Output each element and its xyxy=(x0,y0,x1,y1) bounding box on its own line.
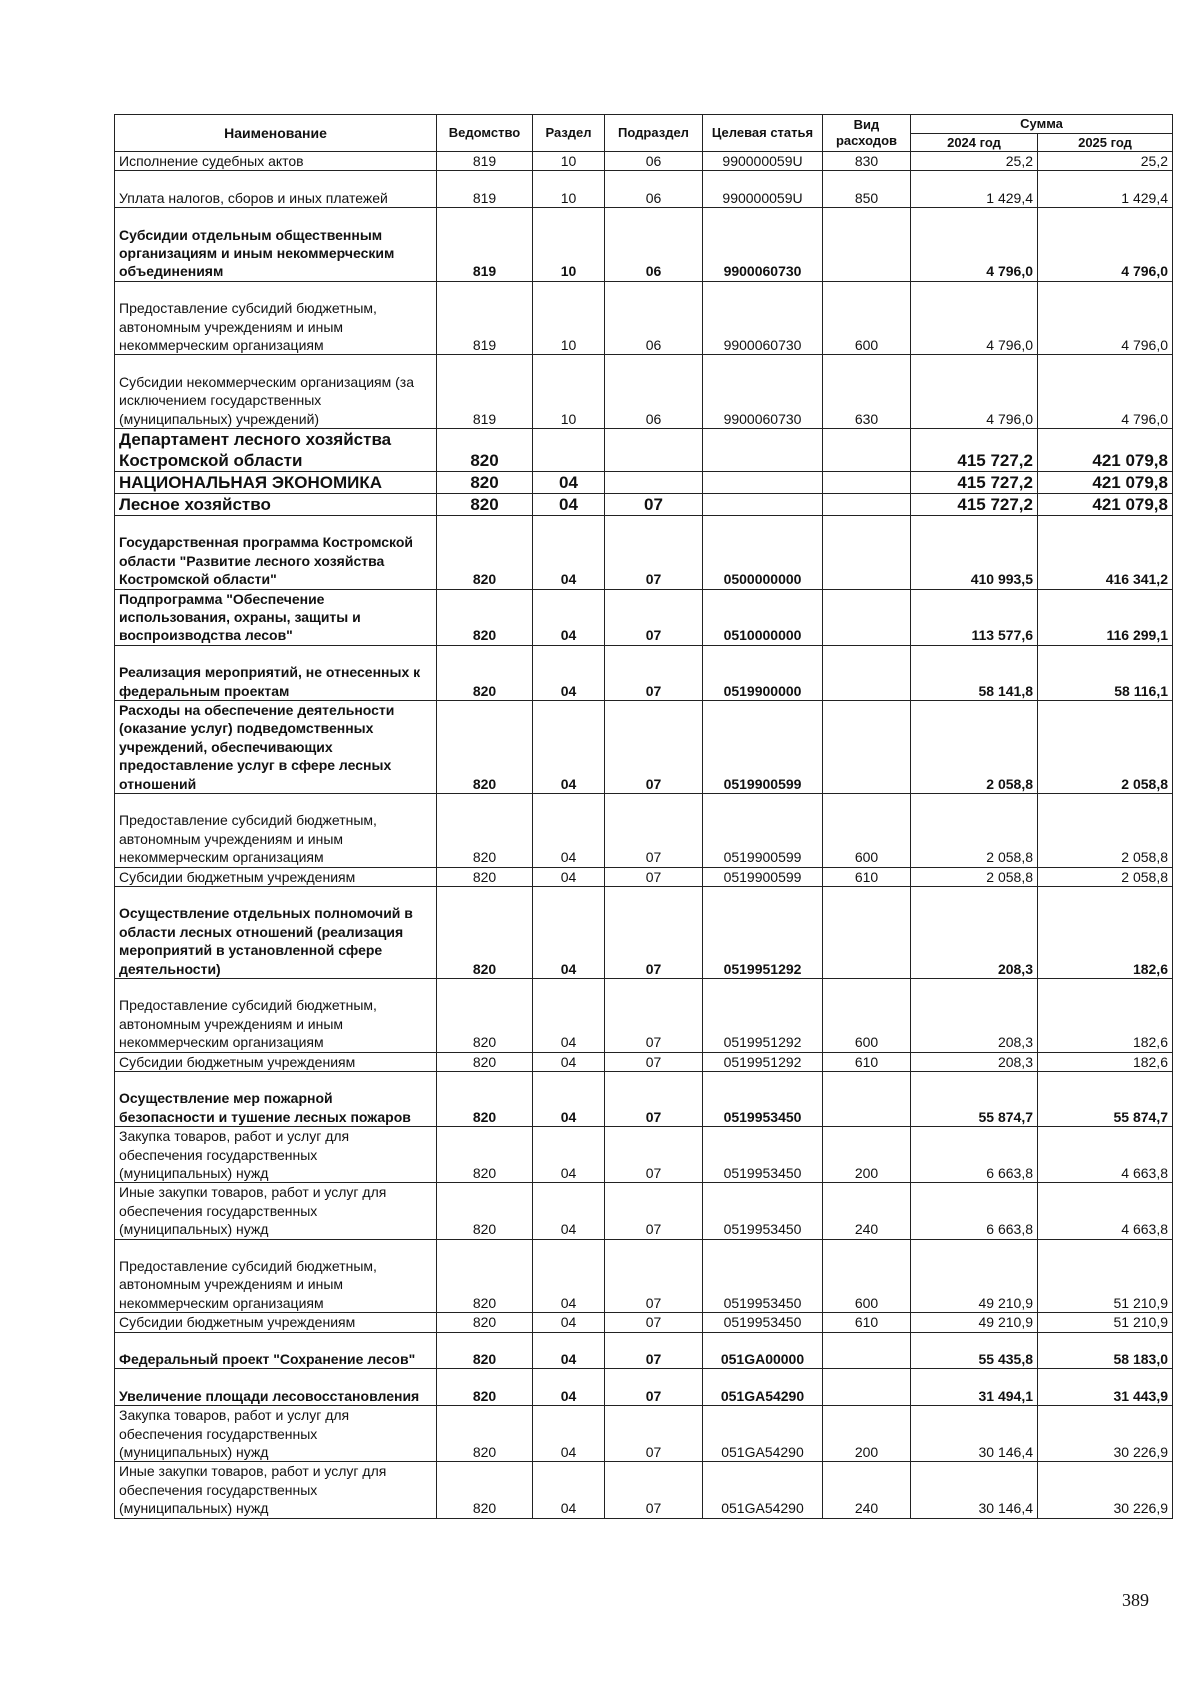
cell-name: Уплата налогов, сборов и иных платежей xyxy=(115,171,437,208)
header-name: Наименование xyxy=(115,115,437,152)
cell-section: 10 xyxy=(533,171,605,208)
header-subsection: Подраздел xyxy=(605,115,703,152)
cell-kind: 830 xyxy=(823,152,911,171)
cell-kind xyxy=(823,1332,911,1369)
cell-kind: 850 xyxy=(823,171,911,208)
cell-sum-2025: 421 079,8 xyxy=(1038,493,1173,515)
cell-name: Субсидии бюджетным учреждениям xyxy=(115,1052,437,1071)
cell-name: Реализация мероприятий, не отнесенных к федеральным проектам xyxy=(115,645,437,700)
cell-name: Субсидии бюджетным учреждениям xyxy=(115,1313,437,1332)
cell-target: 051GA54290 xyxy=(703,1406,823,1462)
table-row xyxy=(115,1369,1173,1406)
cell-subsection xyxy=(605,428,703,471)
cell-subsection: 07 xyxy=(605,867,703,886)
cell-dept: 820 xyxy=(437,1239,533,1313)
cell-section: 04 xyxy=(533,1313,605,1332)
cell-name: Закупка товаров, работ и услуг для обеспечения государственных (муниципальных) нужд xyxy=(115,1127,437,1183)
cell-kind xyxy=(823,887,911,979)
cell-subsection: 06 xyxy=(605,281,703,355)
cell-subsection: 06 xyxy=(605,355,703,429)
cell-sum-2025: 30 226,9 xyxy=(1038,1462,1173,1518)
cell-dept: 820 xyxy=(437,471,533,493)
cell-dept: 820 xyxy=(437,1127,533,1183)
cell-name: Субсидии некоммерческим организациям (за исключением государственных (муниципальных) учреждений) xyxy=(115,355,437,429)
cell-section: 04 xyxy=(533,1183,605,1239)
cell-sum-2025: 58 116,1 xyxy=(1038,645,1173,700)
cell-name: Исполнение судебных актов xyxy=(115,152,437,171)
cell-sum-2025: 2 058,8 xyxy=(1038,867,1173,886)
cell-name: Иные закупки товаров, работ и услуг для обеспечения государственных (муниципальных) нужд xyxy=(115,1462,437,1518)
table-row xyxy=(115,515,1173,589)
cell-dept: 820 xyxy=(437,1332,533,1369)
cell-dept: 820 xyxy=(437,867,533,886)
cell-target: 990000059U xyxy=(703,171,823,208)
cell-name: Иные закупки товаров, работ и услуг для обеспечения государственных (муниципальных) нужд xyxy=(115,1183,437,1239)
cell-sum-2024: 208,3 xyxy=(911,979,1038,1053)
cell-sum-2024: 208,3 xyxy=(911,1052,1038,1071)
cell-sum-2024: 208,3 xyxy=(911,887,1038,979)
cell-target: 0519951292 xyxy=(703,1052,823,1071)
cell-section: 10 xyxy=(533,152,605,171)
header-target: Целевая статья xyxy=(703,115,823,152)
cell-sum-2024: 30 146,4 xyxy=(911,1406,1038,1462)
header-dept: Ведомство xyxy=(437,115,533,152)
table-row xyxy=(115,1239,1173,1313)
table-row xyxy=(115,1462,1173,1518)
cell-dept: 820 xyxy=(437,887,533,979)
cell-sum-2024: 55 435,8 xyxy=(911,1332,1038,1369)
cell-section: 04 xyxy=(533,1462,605,1518)
header-year-2025: 2025 год xyxy=(1038,134,1173,152)
cell-subsection: 07 xyxy=(605,493,703,515)
cell-sum-2024: 49 210,9 xyxy=(911,1239,1038,1313)
cell-target: 051GA54290 xyxy=(703,1369,823,1406)
cell-sum-2024: 113 577,6 xyxy=(911,589,1038,645)
cell-subsection: 07 xyxy=(605,700,703,793)
cell-target: 051GA54290 xyxy=(703,1462,823,1518)
table-row xyxy=(115,428,1173,471)
cell-dept: 820 xyxy=(437,515,533,589)
cell-sum-2024: 4 796,0 xyxy=(911,281,1038,355)
cell-sum-2025: 2 058,8 xyxy=(1038,794,1173,868)
cell-sum-2024: 2 058,8 xyxy=(911,794,1038,868)
cell-sum-2025: 55 874,7 xyxy=(1038,1072,1173,1127)
cell-section: 04 xyxy=(533,887,605,979)
cell-section: 04 xyxy=(533,1369,605,1406)
cell-dept: 819 xyxy=(437,152,533,171)
cell-target xyxy=(703,471,823,493)
cell-kind: 240 xyxy=(823,1183,911,1239)
cell-kind xyxy=(823,589,911,645)
cell-subsection: 07 xyxy=(605,1332,703,1369)
cell-target: 0500000000 xyxy=(703,515,823,589)
table-row xyxy=(115,645,1173,700)
cell-dept: 819 xyxy=(437,355,533,429)
cell-sum-2024: 4 796,0 xyxy=(911,208,1038,282)
cell-target: 0510000000 xyxy=(703,589,823,645)
cell-target: 0519900599 xyxy=(703,700,823,793)
cell-kind: 610 xyxy=(823,867,911,886)
table-row xyxy=(115,493,1173,515)
cell-name: Департамент лесного хозяйства Костромской области xyxy=(115,428,437,471)
cell-subsection: 07 xyxy=(605,645,703,700)
cell-target: 0519951292 xyxy=(703,979,823,1053)
table-row xyxy=(115,1052,1173,1071)
cell-kind xyxy=(823,1072,911,1127)
cell-name: Субсидии бюджетным учреждениям xyxy=(115,867,437,886)
cell-target: 0519953450 xyxy=(703,1313,823,1332)
cell-dept: 820 xyxy=(437,1072,533,1127)
cell-subsection: 07 xyxy=(605,1406,703,1462)
cell-sum-2024: 30 146,4 xyxy=(911,1462,1038,1518)
cell-name: Субсидии отдельным общественным организациям и иным некоммерческим объединениям xyxy=(115,208,437,282)
table-row xyxy=(115,281,1173,355)
cell-name: Предоставление субсидий бюджетным, автономным учреждениям и иным некоммерческим организациям xyxy=(115,794,437,868)
cell-dept: 820 xyxy=(437,645,533,700)
cell-section: 04 xyxy=(533,979,605,1053)
cell-subsection: 07 xyxy=(605,1369,703,1406)
table-row xyxy=(115,1313,1173,1332)
cell-section: 04 xyxy=(533,471,605,493)
cell-sum-2025: 182,6 xyxy=(1038,979,1173,1053)
cell-dept: 820 xyxy=(437,1406,533,1462)
cell-target: 051GA00000 xyxy=(703,1332,823,1369)
cell-subsection: 07 xyxy=(605,1183,703,1239)
cell-kind: 610 xyxy=(823,1052,911,1071)
cell-sum-2025: 182,6 xyxy=(1038,887,1173,979)
cell-section: 10 xyxy=(533,281,605,355)
cell-kind: 630 xyxy=(823,355,911,429)
cell-dept: 820 xyxy=(437,1462,533,1518)
cell-subsection: 07 xyxy=(605,1052,703,1071)
cell-name: Предоставление субсидий бюджетным, автономным учреждениям и иным некоммерческим организациям xyxy=(115,281,437,355)
cell-sum-2024: 415 727,2 xyxy=(911,471,1038,493)
cell-sum-2025: 25,2 xyxy=(1038,152,1173,171)
cell-dept: 820 xyxy=(437,979,533,1053)
table-body xyxy=(115,152,1173,1519)
cell-dept: 820 xyxy=(437,589,533,645)
table-row xyxy=(115,471,1173,493)
cell-subsection: 07 xyxy=(605,887,703,979)
cell-section: 10 xyxy=(533,355,605,429)
cell-section: 10 xyxy=(533,208,605,282)
cell-sum-2025: 58 183,0 xyxy=(1038,1332,1173,1369)
cell-sum-2024: 410 993,5 xyxy=(911,515,1038,589)
cell-name: Осуществление мер пожарной безопасности и тушение лесных пожаров xyxy=(115,1072,437,1127)
table-row xyxy=(115,887,1173,979)
page-number: 389 xyxy=(1122,1590,1149,1610)
cell-subsection: 07 xyxy=(605,515,703,589)
cell-dept: 819 xyxy=(437,281,533,355)
cell-section: 04 xyxy=(533,1072,605,1127)
table-row xyxy=(115,152,1173,171)
cell-name: Закупка товаров, работ и услуг для обеспечения государственных (муниципальных) нужд xyxy=(115,1406,437,1462)
table-row xyxy=(115,355,1173,429)
cell-section: 04 xyxy=(533,700,605,793)
cell-dept: 820 xyxy=(437,1369,533,1406)
cell-kind xyxy=(823,208,911,282)
cell-target: 9900060730 xyxy=(703,355,823,429)
cell-sum-2024: 58 141,8 xyxy=(911,645,1038,700)
cell-section: 04 xyxy=(533,1239,605,1313)
cell-subsection: 07 xyxy=(605,589,703,645)
cell-subsection xyxy=(605,471,703,493)
cell-name: Осуществление отдельных полномочий в области лесных отношений (реализация мероприятий в установленной сфере деятельности) xyxy=(115,887,437,979)
table-row xyxy=(115,700,1173,793)
table-row xyxy=(115,1127,1173,1183)
cell-name: Подпрограмма "Обеспечение использования, охраны, защиты и воспроизводства лесов" xyxy=(115,589,437,645)
header-year-2024: 2024 год xyxy=(911,134,1038,152)
cell-sum-2025: 4 796,0 xyxy=(1038,355,1173,429)
cell-sum-2025: 4 796,0 xyxy=(1038,281,1173,355)
cell-sum-2025: 182,6 xyxy=(1038,1052,1173,1071)
cell-sum-2025: 31 443,9 xyxy=(1038,1369,1173,1406)
cell-kind: 610 xyxy=(823,1313,911,1332)
table-row xyxy=(115,1332,1173,1369)
cell-sum-2025: 51 210,9 xyxy=(1038,1239,1173,1313)
cell-target: 0519953450 xyxy=(703,1072,823,1127)
cell-sum-2024: 2 058,8 xyxy=(911,700,1038,793)
table-row xyxy=(115,208,1173,282)
cell-dept: 819 xyxy=(437,208,533,282)
cell-target: 0519951292 xyxy=(703,887,823,979)
cell-dept: 820 xyxy=(437,1313,533,1332)
budget-table xyxy=(114,114,1173,1519)
cell-kind xyxy=(823,493,911,515)
header-kind: Вид расходов xyxy=(823,115,911,152)
header-sum: Сумма xyxy=(911,115,1173,134)
cell-kind xyxy=(823,515,911,589)
cell-sum-2024: 415 727,2 xyxy=(911,493,1038,515)
cell-sum-2025: 1 429,4 xyxy=(1038,171,1173,208)
cell-subsection: 07 xyxy=(605,1313,703,1332)
table-row xyxy=(115,867,1173,886)
cell-section: 04 xyxy=(533,1127,605,1183)
cell-dept: 820 xyxy=(437,1052,533,1071)
cell-sum-2025: 4 796,0 xyxy=(1038,208,1173,282)
cell-kind xyxy=(823,471,911,493)
cell-kind: 200 xyxy=(823,1406,911,1462)
cell-kind xyxy=(823,645,911,700)
cell-section: 04 xyxy=(533,1406,605,1462)
cell-sum-2025: 2 058,8 xyxy=(1038,700,1173,793)
cell-target: 0519900599 xyxy=(703,794,823,868)
cell-name: Увеличение площади лесовосстановления xyxy=(115,1369,437,1406)
cell-kind: 600 xyxy=(823,1239,911,1313)
cell-section: 04 xyxy=(533,867,605,886)
cell-target: 0519900599 xyxy=(703,867,823,886)
cell-sum-2024: 6 663,8 xyxy=(911,1127,1038,1183)
cell-kind xyxy=(823,1369,911,1406)
cell-target xyxy=(703,493,823,515)
cell-target xyxy=(703,428,823,471)
cell-target: 0519900000 xyxy=(703,645,823,700)
cell-dept: 820 xyxy=(437,1183,533,1239)
cell-dept: 820 xyxy=(437,493,533,515)
table-row xyxy=(115,171,1173,208)
cell-subsection: 07 xyxy=(605,1462,703,1518)
cell-kind: 600 xyxy=(823,281,911,355)
cell-subsection: 06 xyxy=(605,171,703,208)
cell-sum-2024: 6 663,8 xyxy=(911,1183,1038,1239)
cell-name: Предоставление субсидий бюджетным, автономным учреждениям и иным некоммерческим организациям xyxy=(115,1239,437,1313)
cell-target: 9900060730 xyxy=(703,208,823,282)
cell-section: 04 xyxy=(533,589,605,645)
cell-sum-2024: 1 429,4 xyxy=(911,171,1038,208)
cell-sum-2025: 116 299,1 xyxy=(1038,589,1173,645)
header-section: Раздел xyxy=(533,115,605,152)
cell-sum-2025: 4 663,8 xyxy=(1038,1127,1173,1183)
cell-sum-2024: 49 210,9 xyxy=(911,1313,1038,1332)
cell-name: Лесное хозяйство xyxy=(115,493,437,515)
cell-section: 04 xyxy=(533,493,605,515)
cell-subsection: 07 xyxy=(605,794,703,868)
cell-subsection: 07 xyxy=(605,1239,703,1313)
cell-target: 0519953450 xyxy=(703,1183,823,1239)
cell-target: 0519953450 xyxy=(703,1127,823,1183)
table-row xyxy=(115,794,1173,868)
cell-section: 04 xyxy=(533,1052,605,1071)
cell-kind: 240 xyxy=(823,1462,911,1518)
cell-name: Государственная программа Костромской области "Развитие лесного хозяйства Костромской области" xyxy=(115,515,437,589)
cell-name: Федеральный проект "Сохранение лесов" xyxy=(115,1332,437,1369)
cell-dept: 820 xyxy=(437,428,533,471)
cell-target: 9900060730 xyxy=(703,281,823,355)
cell-sum-2025: 421 079,8 xyxy=(1038,471,1173,493)
cell-kind: 200 xyxy=(823,1127,911,1183)
cell-sum-2024: 31 494,1 xyxy=(911,1369,1038,1406)
cell-dept: 820 xyxy=(437,700,533,793)
cell-subsection: 07 xyxy=(605,979,703,1053)
cell-target: 990000059U xyxy=(703,152,823,171)
table-row xyxy=(115,1183,1173,1239)
cell-sum-2024: 4 796,0 xyxy=(911,355,1038,429)
cell-dept: 820 xyxy=(437,794,533,868)
table-row xyxy=(115,1406,1173,1462)
cell-subsection: 06 xyxy=(605,152,703,171)
cell-sum-2025: 421 079,8 xyxy=(1038,428,1173,471)
cell-section xyxy=(533,428,605,471)
cell-section: 04 xyxy=(533,1332,605,1369)
cell-sum-2024: 2 058,8 xyxy=(911,867,1038,886)
cell-target: 0519953450 xyxy=(703,1239,823,1313)
cell-subsection: 06 xyxy=(605,208,703,282)
cell-subsection: 07 xyxy=(605,1072,703,1127)
cell-sum-2025: 30 226,9 xyxy=(1038,1406,1173,1462)
cell-name: НАЦИОНАЛЬНАЯ ЭКОНОМИКА xyxy=(115,471,437,493)
cell-section: 04 xyxy=(533,645,605,700)
cell-dept: 819 xyxy=(437,171,533,208)
cell-name: Предоставление субсидий бюджетным, автономным учреждениям и иным некоммерческим организациям xyxy=(115,979,437,1053)
cell-section: 04 xyxy=(533,794,605,868)
cell-sum-2024: 25,2 xyxy=(911,152,1038,171)
cell-kind: 600 xyxy=(823,979,911,1053)
cell-name: Расходы на обеспечение деятельности (оказание услуг) подведомственных учреждений, обеспечивающих предоставление услуг в сфере лесных отношений xyxy=(115,700,437,793)
cell-sum-2025: 4 663,8 xyxy=(1038,1183,1173,1239)
cell-kind: 600 xyxy=(823,794,911,868)
cell-sum-2024: 415 727,2 xyxy=(911,428,1038,471)
cell-kind xyxy=(823,700,911,793)
budget-table-sheet xyxy=(114,114,1172,1519)
cell-kind xyxy=(823,428,911,471)
table-row xyxy=(115,1072,1173,1127)
cell-sum-2025: 416 341,2 xyxy=(1038,515,1173,589)
table-row xyxy=(115,589,1173,645)
cell-sum-2025: 51 210,9 xyxy=(1038,1313,1173,1332)
cell-section: 04 xyxy=(533,515,605,589)
table-header xyxy=(115,115,1173,152)
cell-sum-2024: 55 874,7 xyxy=(911,1072,1038,1127)
table-row xyxy=(115,979,1173,1053)
cell-subsection: 07 xyxy=(605,1127,703,1183)
